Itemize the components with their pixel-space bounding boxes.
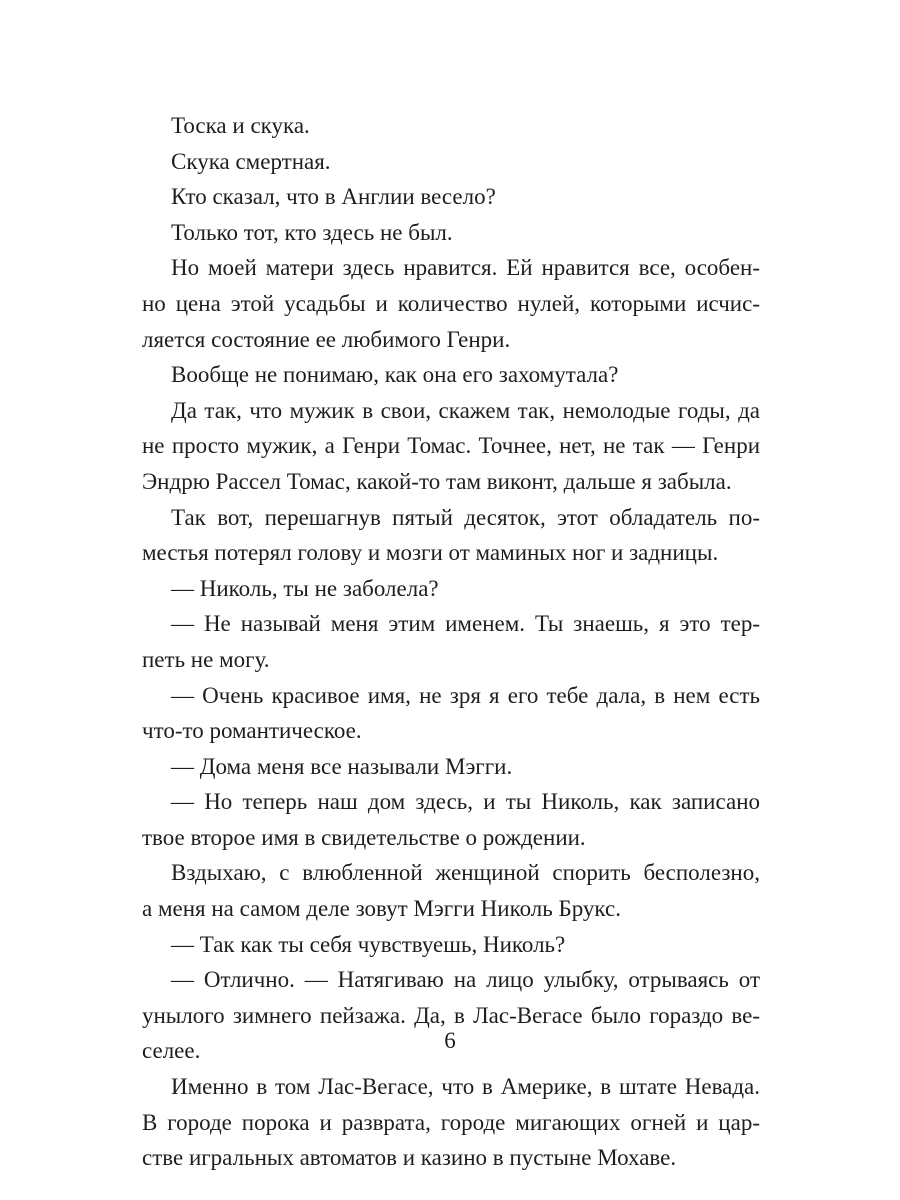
text-line: твое второе имя в свидетельстве о рождении. [142,824,586,850]
text-line: Эндрю Рассел Томас, какой-то там виконт, дальше я забыла. [142,468,732,494]
text-line: местья потерял голову и мозги от маминых ног и задницы. [142,540,719,566]
text-line: селее. [142,1038,201,1064]
text-line: что-то романтическое. [142,718,362,744]
text-line: — Отлично. — Натягиваю на лицо улыбку, отрываясь от [171,967,760,993]
text-line: — Николь, ты не заболела? [171,575,439,601]
text-line: Но моей матери здесь нравится. Ей нравится все, особен- [171,255,760,281]
text-line: Кто сказал, что в Англии весело? [171,184,496,210]
body-text [142,108,760,1176]
text-line: — Не называй меня этим именем. Ты знаешь, я это тер- [171,611,760,637]
text-line: — Очень красивое имя, не зря я его тебе дала, в нем есть [171,682,760,708]
text-line: Вздыхаю, с влюбленной женщиной спорить бесполезно, [171,860,760,886]
text-line: но цена этой усадьбы и количество нулей, которыми исчис- [142,290,760,316]
text-line: петь не могу. [142,646,270,672]
text-line: — Дома меня все называли Мэгги. [171,753,513,779]
text-line: — Но теперь наш дом здесь, и ты Николь, как записано [171,789,760,815]
text-line: Вообще не понимаю, как она его захомутала? [171,362,619,388]
text-line: Да так, что мужик в свои, скажем так, немолодые годы, да [171,397,760,423]
text-line: В городе порока и разврата, городе мигающих огней и цар- [142,1109,760,1135]
text-line: Скука смертная. [171,148,331,174]
text-line: Именно в том Лас-Вегасе, что в Америке, в штате Невада. [171,1074,760,1100]
text-line: Так вот, перешагнув пятый десяток, этот обладатель по- [171,504,760,530]
text-line: ляется состояние ее любимого Генри. [142,326,511,352]
text-line: а меня на самом деле зовут Мэгги Николь Брукс. [142,896,621,922]
page-number: 6 [444,1028,456,1053]
text-line: Тоска и скука. [171,113,310,138]
text-line: — Так как ты себя чувствуешь, Николь? [171,931,566,957]
text-line: стве игральных автоматов и казино в пустыне Мохаве. [142,1145,677,1171]
text-line: унылого зимнего пейзажа. Да, в Лас-Вегасе было гораздо ве- [142,1002,760,1028]
text-line: не просто мужик, а Генри Томас. Точнее, нет, не так — Генри [142,433,760,459]
text-line: Только тот, кто здесь не был. [171,219,453,245]
